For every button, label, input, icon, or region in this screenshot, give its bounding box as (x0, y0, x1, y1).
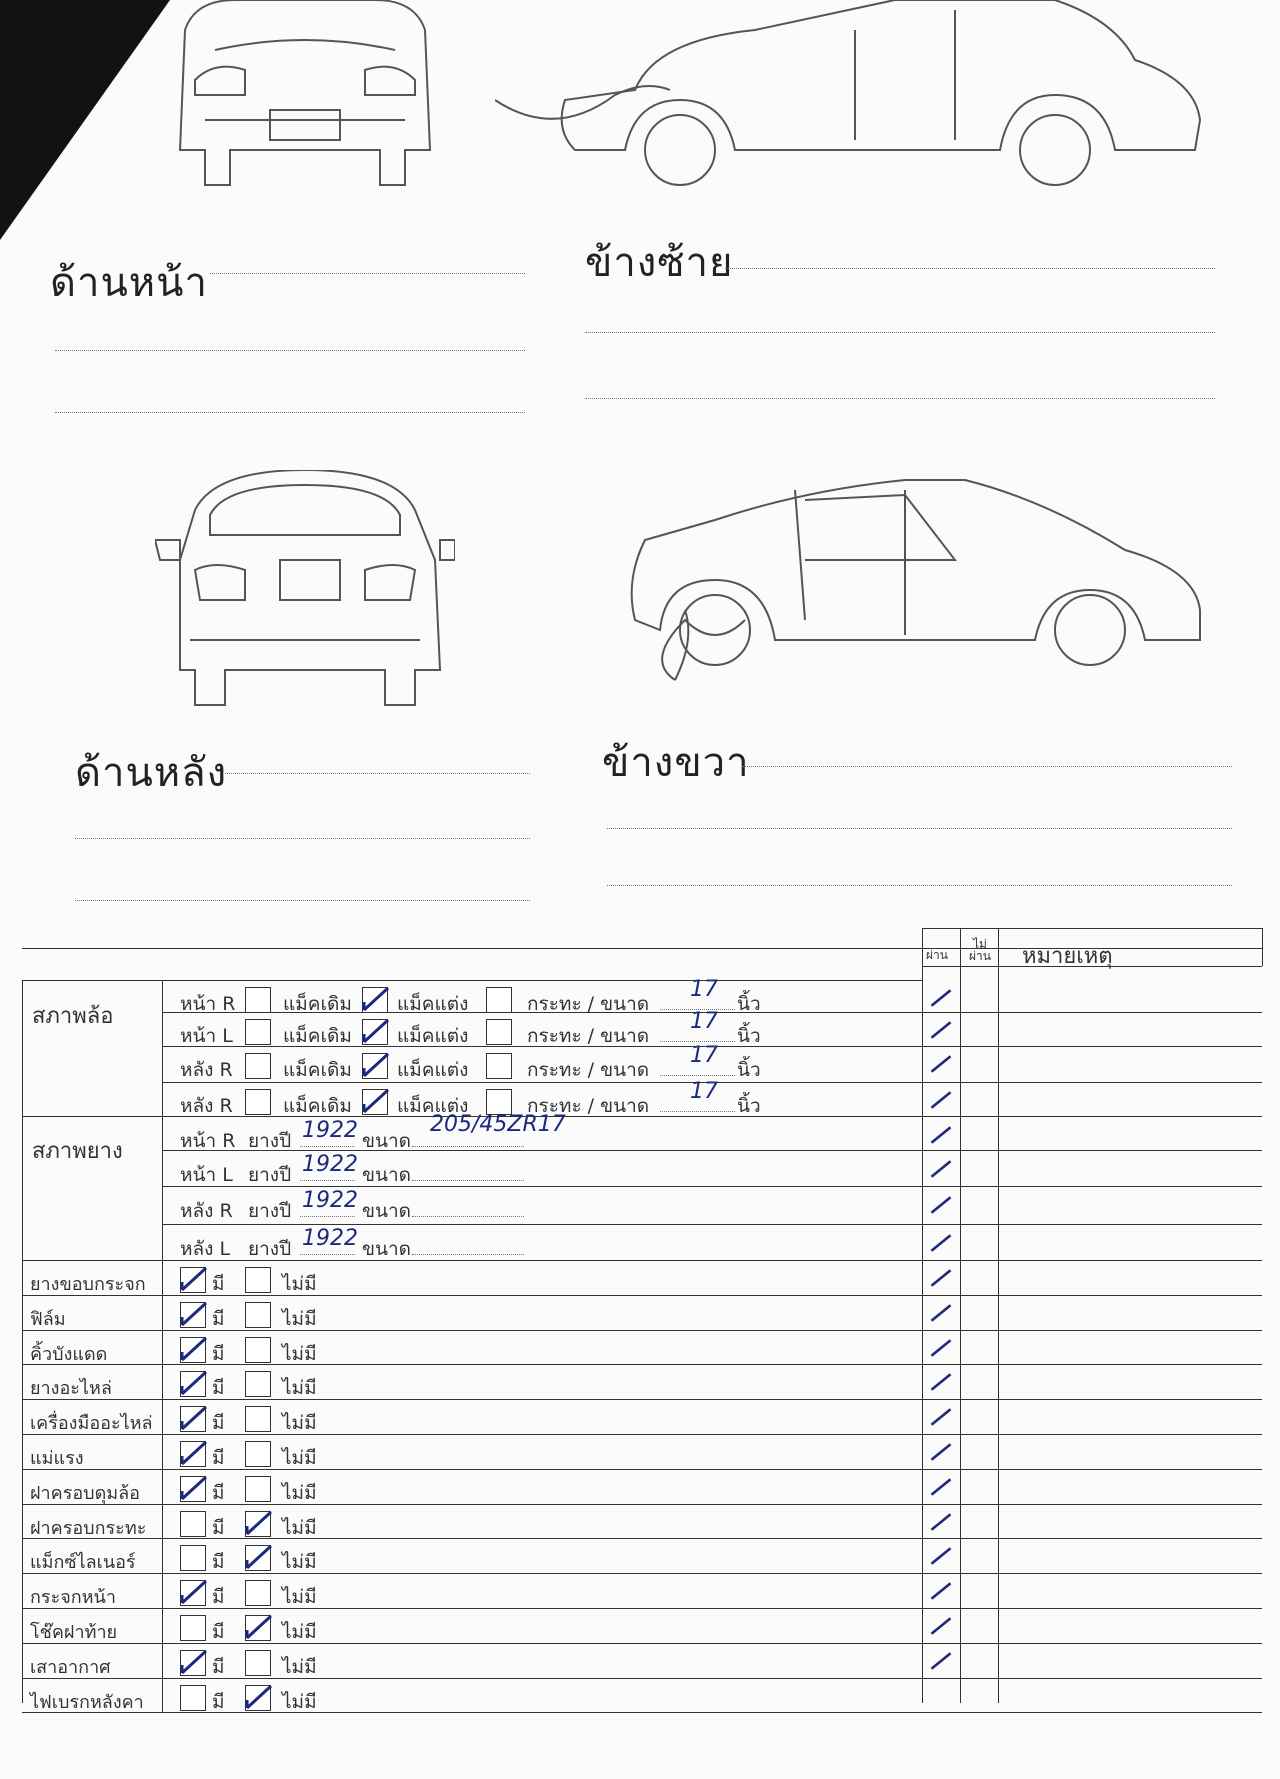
none-checkbox[interactable] (245, 1545, 271, 1571)
item-pass-tick (928, 1369, 954, 1399)
rear-line-3 (75, 900, 530, 901)
item-pass-tick (928, 1578, 954, 1608)
item-label: ฝาครอบกระทะ (30, 1517, 147, 1539)
have-label: มี (212, 1273, 225, 1295)
have-label: มี (212, 1481, 225, 1504)
left-line-2 (585, 332, 1215, 333)
have-checkbox[interactable] (180, 1545, 206, 1571)
item-label-border (162, 1469, 163, 1504)
none-label: ไม่มี (282, 1481, 317, 1504)
item-label-border (162, 1434, 163, 1469)
item-label-border (162, 1643, 163, 1678)
rim-size-value: 17 (690, 1079, 718, 1104)
have-checkbox[interactable] (180, 1685, 206, 1711)
tire-size-dots (412, 1180, 524, 1181)
left-side-label: ข้างซ้าย (585, 240, 734, 286)
item-row-border (22, 1295, 1262, 1296)
item-row-border (22, 1469, 1262, 1470)
item-label: เสาอากาศ (30, 1656, 111, 1678)
have-label: มี (212, 1447, 225, 1469)
custom-wheel-checkbox[interactable] (486, 987, 512, 1013)
have-label: มี (212, 1621, 225, 1643)
tire-pass-tick (928, 1192, 954, 1222)
item-pass-tick (928, 1613, 954, 1643)
item-label: ยางขอบกระจก (30, 1274, 146, 1295)
tire-bottom-border (22, 1260, 1262, 1261)
oem-wheel-label: แม็คเดิม (283, 1025, 352, 1047)
wheel-position-checkbox[interactable] (245, 1053, 271, 1079)
tire-year-label: ยางปี (248, 1238, 292, 1260)
oem-wheel-checkbox[interactable] (362, 1019, 388, 1045)
front-label: ด้านหน้า (50, 260, 208, 306)
item-label: แม็กซ์ไลเนอร์ (30, 1552, 136, 1574)
item-label-border (162, 1573, 163, 1608)
none-checkbox[interactable] (245, 1615, 271, 1641)
custom-wheel-label: แม็คแต่ง (397, 993, 469, 1015)
item-row-border (22, 1678, 1262, 1679)
none-checkbox[interactable] (245, 1406, 271, 1432)
tire-row-border (162, 1150, 1262, 1151)
none-checkbox[interactable] (245, 1650, 271, 1676)
wheel-bottom-border (22, 1116, 1262, 1117)
right-border (1262, 928, 1263, 966)
custom-wheel-checkbox[interactable] (486, 1053, 512, 1079)
item-label: เครื่องมืออะไหล่ (30, 1413, 153, 1435)
right-line-1 (742, 766, 1232, 767)
rim-size-dots (660, 1075, 735, 1076)
wheel-pass-tick (928, 1051, 954, 1081)
car-left-side-drawing (495, 0, 1235, 190)
tire-year-label: ยางปี (248, 1164, 292, 1186)
item-pass-tick (928, 1543, 954, 1573)
item-label: คิ้วบังแดด (30, 1343, 108, 1365)
tire-section-title: สภาพยาง (32, 1139, 123, 1164)
tire-position: หลัง L (180, 1238, 231, 1260)
none-label: ไม่มี (282, 1621, 317, 1643)
none-checkbox[interactable] (245, 1511, 271, 1537)
none-checkbox[interactable] (245, 1267, 271, 1293)
wheel-pass-tick (928, 985, 954, 1015)
custom-wheel-label: แม็คแต่ง (397, 1025, 469, 1047)
tire-year-label: ยางปี (248, 1200, 292, 1222)
item-label: กระจกหน้า (30, 1587, 116, 1609)
fail-col-border (960, 928, 961, 1703)
item-label-border (162, 1330, 163, 1365)
have-checkbox[interactable] (180, 1267, 206, 1293)
item-label: โช๊คฝาท้าย (30, 1622, 118, 1643)
wheel-position: หลัง R (180, 1059, 233, 1081)
have-label: มี (212, 1586, 225, 1609)
none-label: ไม่มี (282, 1447, 317, 1469)
oem-wheel-label: แม็คเดิม (283, 1059, 352, 1081)
tire-size-dots (412, 1146, 524, 1147)
tire-year-dots (300, 1146, 355, 1147)
item-label-border (162, 1504, 163, 1539)
have-label: มี (212, 1551, 225, 1574)
oem-wheel-checkbox[interactable] (362, 987, 388, 1013)
right-line-2 (607, 828, 1232, 829)
have-checkbox[interactable] (180, 1476, 206, 1502)
have-label: มี (212, 1690, 225, 1713)
item-label-border (162, 1260, 163, 1295)
item-row-border (22, 1712, 1262, 1713)
item-label-border (162, 1399, 163, 1434)
right-line-3 (607, 885, 1232, 886)
item-pass-tick (928, 1474, 954, 1504)
tire-size-value: 205/45ZR17 (430, 1112, 566, 1137)
rim-size-dots (660, 1041, 735, 1042)
table-left-border (22, 980, 23, 1703)
rim-size-label: กระทะ / ขนาด (527, 1059, 650, 1081)
have-checkbox[interactable] (180, 1650, 206, 1676)
tire-position: หน้า L (180, 1164, 233, 1186)
car-right-side-drawing (625, 470, 1215, 710)
item-label-border (162, 1538, 163, 1573)
wheel-top-border (22, 980, 922, 981)
remark-col-border (998, 928, 999, 1703)
wheel-section-title: สภาพล้อ (32, 1004, 114, 1029)
item-label: ฝาครอบดุมล้อ (30, 1482, 140, 1504)
none-label: ไม่มี (282, 1377, 317, 1400)
none-checkbox[interactable] (245, 1476, 271, 1502)
have-checkbox[interactable] (180, 1615, 206, 1641)
item-pass-tick (928, 1439, 954, 1469)
left-line-1 (725, 268, 1215, 269)
tire-row-border (162, 1224, 1262, 1225)
pass-col-border (922, 928, 923, 1703)
wheel-position-checkbox[interactable] (245, 1089, 271, 1115)
item-label: ยางอะไหล่ (30, 1378, 112, 1400)
none-checkbox[interactable] (245, 1371, 271, 1397)
car-front-drawing (175, 0, 435, 190)
none-label: ไม่มี (282, 1655, 317, 1678)
rim-size-label: กระทะ / ขนาด (527, 1025, 650, 1047)
item-row-border (22, 1538, 1262, 1539)
item-pass-tick (928, 1265, 954, 1295)
rim-size-unit: นิ้ว (737, 1025, 761, 1047)
tire-pass-tick (928, 1156, 954, 1186)
have-label: มี (212, 1342, 225, 1365)
wheel-position: หลัง R (180, 1095, 233, 1117)
rim-size-value: 17 (690, 1043, 718, 1068)
front-line-3 (55, 412, 525, 413)
item-row-border (22, 1643, 1262, 1644)
item-pass-tick (928, 1509, 954, 1539)
have-label: มี (212, 1412, 225, 1435)
have-checkbox[interactable] (180, 1302, 206, 1328)
header-top-border (922, 928, 1262, 929)
tire-pass-tick (928, 1122, 954, 1152)
fail-header: ไม่ผ่าน (969, 937, 991, 963)
item-pass-tick (928, 1335, 954, 1365)
item-row-border (22, 1434, 1262, 1435)
none-checkbox[interactable] (245, 1337, 271, 1363)
wheel-position: หน้า R (180, 993, 236, 1015)
rim-size-value: 17 (690, 1009, 718, 1034)
item-label-border (162, 1364, 163, 1399)
custom-wheel-checkbox[interactable] (486, 1019, 512, 1045)
tire-year-value: 1922 (302, 1188, 358, 1213)
none-label: ไม่มี (282, 1342, 317, 1365)
item-pass-tick (928, 1300, 954, 1330)
tire-year-dots (300, 1216, 355, 1217)
tire-size-label: ขนาด (362, 1164, 411, 1186)
have-checkbox[interactable] (180, 1406, 206, 1432)
rim-size-unit: นิ้ว (737, 1059, 761, 1081)
tire-size-label: ขนาด (362, 1238, 411, 1260)
item-row-border (22, 1364, 1262, 1365)
none-label: ไม่มี (282, 1690, 317, 1713)
have-checkbox[interactable] (180, 1337, 206, 1363)
item-label: ไฟเบรกหลังคา (30, 1691, 144, 1713)
none-label: ไม่มี (282, 1307, 317, 1330)
have-checkbox[interactable] (180, 1580, 206, 1606)
item-row-border (22, 1573, 1262, 1574)
wheel-position: หน้า L (180, 1025, 233, 1047)
tire-year-value: 1922 (302, 1152, 358, 1177)
have-label: มี (212, 1377, 225, 1400)
rim-size-label: กระทะ / ขนาด (527, 1095, 650, 1117)
item-row-border (22, 1330, 1262, 1331)
item-label-border (162, 1608, 163, 1643)
category-col-border (162, 980, 163, 1260)
rim-size-unit: นิ้ว (737, 1095, 761, 1117)
tire-year-dots (300, 1254, 355, 1255)
rim-size-unit: นิ้ว (737, 993, 761, 1015)
have-checkbox[interactable] (180, 1511, 206, 1537)
tire-size-label: ขนาด (362, 1130, 411, 1152)
front-line-1 (210, 273, 525, 274)
tire-position: หน้า R (180, 1130, 236, 1152)
left-line-3 (585, 398, 1215, 399)
wheel-position-checkbox[interactable] (245, 987, 271, 1013)
oem-wheel-label: แม็คเดิม (283, 993, 352, 1015)
rim-size-dots (660, 1111, 735, 1112)
right-side-label: ข้างขวา (602, 740, 750, 786)
none-checkbox[interactable] (245, 1441, 271, 1467)
rim-size-label: กระทะ / ขนาด (527, 993, 650, 1015)
have-label: มี (212, 1516, 225, 1539)
item-row-border (22, 1399, 1262, 1400)
front-line-2 (55, 350, 525, 351)
item-label-border (162, 1678, 163, 1713)
tire-year-value: 1922 (302, 1118, 358, 1143)
none-label: ไม่มี (282, 1412, 317, 1435)
none-label: ไม่มี (282, 1586, 317, 1609)
wheel-pass-tick (928, 1087, 954, 1117)
tire-year-value: 1922 (302, 1226, 358, 1251)
have-label: มี (212, 1655, 225, 1678)
none-checkbox[interactable] (245, 1580, 271, 1606)
wheel-pass-tick (928, 1017, 954, 1047)
none-checkbox[interactable] (245, 1685, 271, 1711)
oem-wheel-checkbox[interactable] (362, 1053, 388, 1079)
none-label: ไม่มี (282, 1516, 317, 1539)
tire-size-label: ขนาด (362, 1200, 411, 1222)
car-rear-drawing (155, 470, 455, 710)
rear-label: ด้านหลัง (75, 750, 228, 796)
custom-wheel-label: แม็คแต่ง (397, 1059, 469, 1081)
have-label: มี (212, 1307, 225, 1330)
remark-header: หมายเหตุ (1022, 944, 1113, 969)
none-checkbox[interactable] (245, 1302, 271, 1328)
have-checkbox[interactable] (180, 1371, 206, 1397)
rear-line-2 (75, 838, 530, 839)
none-label: ไม่มี (282, 1551, 317, 1574)
wheel-position-checkbox[interactable] (245, 1019, 271, 1045)
item-pass-tick (928, 1648, 954, 1678)
item-label: ฟิล์ม (30, 1308, 66, 1330)
pass-header: ผ่าน (926, 948, 948, 962)
item-pass-tick (928, 1404, 954, 1434)
oem-wheel-checkbox[interactable] (362, 1089, 388, 1115)
tire-size-dots (412, 1254, 524, 1255)
tire-year-dots (300, 1180, 355, 1181)
tire-size-dots (412, 1216, 524, 1217)
rim-size-value: 17 (690, 977, 718, 1002)
have-checkbox[interactable] (180, 1441, 206, 1467)
shadow-corner (0, 0, 170, 240)
item-row-border (22, 1504, 1262, 1505)
rear-line-1 (225, 773, 530, 774)
tire-position: หลัง R (180, 1200, 233, 1222)
custom-wheel-label: แม็คแต่ง (397, 1095, 469, 1117)
tire-year-label: ยางปี (248, 1130, 292, 1152)
item-row-border (22, 1608, 1262, 1609)
tire-row-border (162, 1186, 1262, 1187)
none-label: ไม่มี (282, 1273, 317, 1295)
item-label-border (162, 1295, 163, 1330)
oem-wheel-label: แม็คเดิม (283, 1095, 352, 1117)
tire-pass-tick (928, 1230, 954, 1260)
item-label: แม่แรง (30, 1448, 84, 1469)
